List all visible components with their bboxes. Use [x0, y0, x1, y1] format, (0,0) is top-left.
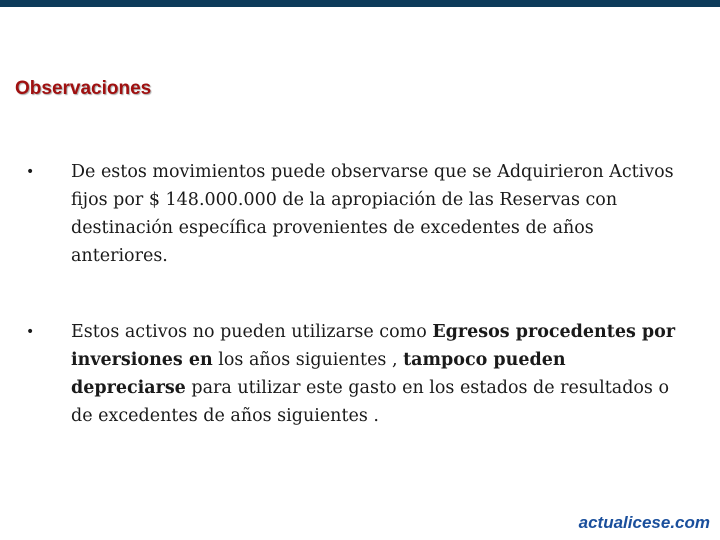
- bullet-dot-icon: •: [26, 164, 35, 180]
- bullet-text-bold: tampoco pueden depreciarse: [71, 350, 566, 398]
- bullet-dot-icon: •: [26, 324, 35, 340]
- bullet-text: para utilizar este gasto en los estados de resultados o de excedentes de años siguientes .: [71, 378, 670, 426]
- bullet-text: De estos movimientos puede observarse que se Adquirieron Activos fijos por $ 148.000.000 de la apropiación de las Reservas con destinación específica provenientes de excedentes de años anteriores.: [71, 162, 674, 266]
- bullet-text: Estos activos no pueden utilizarse como: [71, 322, 433, 342]
- top-bar: [0, 0, 720, 7]
- bullet-item: [26, 318, 686, 430]
- bullet-list: [26, 158, 686, 430]
- slide-title: Observaciones: [15, 78, 152, 99]
- bullet-text-bold: Egresos procedentes por inversiones en: [71, 322, 676, 370]
- bullet-text: los años siguientes ,: [212, 350, 404, 370]
- brand-logo-text: actualicese.com: [578, 513, 710, 532]
- bullet-item: [26, 158, 686, 270]
